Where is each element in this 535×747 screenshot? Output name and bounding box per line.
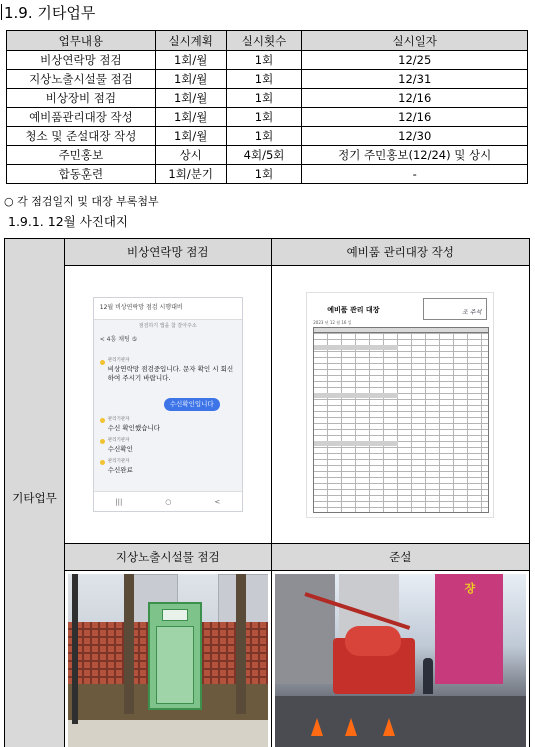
table-row [7,165,528,184]
cabinet-sign [162,609,188,621]
recent-apps-icon: ||| [115,497,123,506]
photo-cell-dredging [271,571,530,747]
photo-ledger-table [4,238,530,747]
chat-message: 관리기관자 수신 확인했습니다 [107,417,161,432]
building-shape [275,574,335,684]
phone-nav-bar [94,491,242,511]
cell-plan: 상시 [155,146,226,165]
cell-task: 예비품관리대장 작성 [7,108,156,127]
ledger-title: 예비품 관리 대장 [327,305,380,314]
ledger-category-band [314,393,398,398]
signature: 조 주석 [461,308,482,316]
chat-message: 관리기관자 비상연락망 점검중입니다. 문자 확인 시 회신하여 주시기 바랍니다. [107,358,234,382]
cell-count: 1회 [226,127,302,146]
work-plan-table [6,30,528,184]
sender-avatar-icon [100,439,105,444]
ledger-category-band [314,441,398,446]
text-cursor [1,4,2,20]
header-plan: 실시계획 [155,31,226,51]
section-title: 1.9. 기타업무 [4,4,96,22]
cell-date: 정기 주민홍보(12/24) 및 상시 [302,146,528,165]
facility-photo [68,574,268,747]
pavement [68,720,268,747]
sender-avatar-icon [100,460,105,465]
dredging-photo [275,574,527,747]
table-row [7,108,528,127]
photo-cell-facility [65,571,272,747]
cell-plan: 1회/월 [155,108,226,127]
worker-figure [423,658,433,694]
ledger-date: 2023 년 12 월 16 일 [313,319,352,325]
ledger-grid-header [313,327,489,333]
cell-date: - [302,165,528,184]
spare-parts-ledger-scan [306,292,494,518]
cell-count: 1회 [226,89,302,108]
side-label: 기타업무 [5,239,65,747]
cell-date: 12/16 [302,89,528,108]
truck-tank [345,626,401,656]
ledger-grid [313,327,489,513]
cell-count: 1회 [226,70,302,89]
cell-plan: 1회/월 [155,51,226,70]
chat-reply-bubble: 수신확인입니다 [164,398,220,411]
header-date: 실시일자 [302,31,528,51]
cell-plan: 1회/분기 [155,165,226,184]
home-icon: ○ [165,497,172,506]
cell-task: 비상장비 점검 [7,89,156,108]
table-row [7,89,528,108]
tree-trunk [236,574,246,714]
traffic-cone [383,718,395,736]
phone-screenshot [93,297,243,512]
shop-sign: 쟝 [464,582,476,595]
sender-avatar-icon [100,360,105,365]
appendix-note: ○ 각 점검일지 및 대장 부록첨부 [4,195,159,208]
caption-spare-parts: 예비품 관리대장 작성 [271,239,530,266]
cell-count: 1회 [226,165,302,184]
traffic-cone [345,718,357,736]
table-header-row [7,31,528,51]
photo-cell-phone [65,266,272,544]
sender-avatar-icon [100,418,105,423]
phone-subheader: 점검하기 앱을 참 잘아주소 [138,323,197,329]
cell-task: 청소 및 준설대장 작성 [7,127,156,146]
header-task: 업무내용 [7,31,156,51]
tree-trunk [124,574,134,714]
fire-equipment-cabinet [148,602,202,710]
header-count: 실시횟수 [226,31,302,51]
ledger-category-band [314,345,398,350]
phone-header: 12월 비상연락망 점검 시행대비 [94,298,242,320]
subsection-title: 1.9.1. 12월 사진대지 [8,214,129,229]
caption-emergency-contact: 비상연락망 점검 [65,239,272,266]
cell-count: 1회 [226,51,302,70]
cell-date: 12/25 [302,51,528,70]
cell-count: 1회 [226,108,302,127]
table-row [7,51,528,70]
chat-room-name: < 4흥 채팅 ⑤ [99,336,138,343]
cell-plan: 1회/월 [155,127,226,146]
caption-above-ground-facility: 지상노출시설물 점검 [65,544,272,571]
traffic-cone [311,718,323,736]
table-row [7,146,528,165]
cell-plan: 1회/월 [155,70,226,89]
cell-plan: 1회/월 [155,89,226,108]
cell-task: 비상연락망 점검 [7,51,156,70]
photo-cell-ledger [271,266,530,544]
cabinet-door [156,626,194,704]
cell-task: 주민홍보 [7,146,156,165]
cell-date: 12/30 [302,127,528,146]
table-row [7,70,528,89]
table-row [7,127,528,146]
cell-task: 합동훈련 [7,165,156,184]
cell-date: 12/31 [302,70,528,89]
cell-count: 4회/5회 [226,146,302,165]
cell-date: 12/16 [302,108,528,127]
cell-task: 지상노출시설물 점검 [7,70,156,89]
caption-dredging: 준설 [271,544,530,571]
chat-message: 관리기관자 수신완료 [107,459,133,474]
back-icon: < [214,497,221,506]
chat-message: 관리기관자 수신확인 [107,438,133,453]
utility-pole [72,574,78,724]
